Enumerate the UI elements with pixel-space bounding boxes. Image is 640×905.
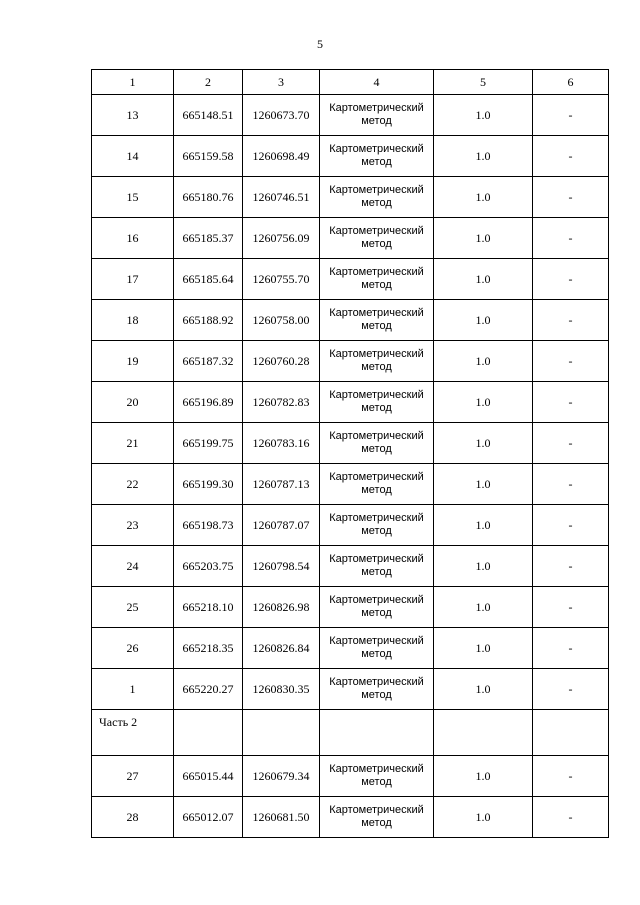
y-coordinate-cell: 1260755.70 [243, 259, 320, 300]
section-label-cell: Часть 2 [92, 710, 174, 756]
accuracy-cell: 1.0 [434, 797, 533, 838]
x-coordinate-cell: 665199.30 [174, 464, 243, 505]
method-cell: Картометрический метод [320, 797, 434, 838]
table-row [92, 259, 609, 300]
accuracy-cell: 1.0 [434, 756, 533, 797]
x-coordinate-cell: 665198.73 [174, 505, 243, 546]
table-row [92, 382, 609, 423]
accuracy-cell: 1.0 [434, 136, 533, 177]
accuracy-cell: 1.0 [434, 95, 533, 136]
point-number-cell: 27 [92, 756, 174, 797]
point-number-cell: 22 [92, 464, 174, 505]
x-coordinate-cell: 665180.76 [174, 177, 243, 218]
point-number-cell: 18 [92, 300, 174, 341]
note-cell: - [533, 218, 609, 259]
method-cell: Картометрический метод [320, 300, 434, 341]
x-coordinate-cell: 665203.75 [174, 546, 243, 587]
empty-cell [174, 710, 243, 756]
table-row [92, 546, 609, 587]
note-cell: - [533, 628, 609, 669]
note-cell: - [533, 341, 609, 382]
method-cell: Картометрический метод [320, 756, 434, 797]
method-cell: Картометрический метод [320, 628, 434, 669]
note-cell: - [533, 300, 609, 341]
note-cell: - [533, 382, 609, 423]
y-coordinate-cell: 1260782.83 [243, 382, 320, 423]
method-cell: Картометрический метод [320, 136, 434, 177]
method-cell: Картометрический метод [320, 177, 434, 218]
empty-cell [320, 710, 434, 756]
x-coordinate-cell: 665218.35 [174, 628, 243, 669]
empty-cell [434, 710, 533, 756]
section-row [92, 710, 609, 756]
x-coordinate-cell: 665188.92 [174, 300, 243, 341]
point-number-cell: 26 [92, 628, 174, 669]
note-cell: - [533, 797, 609, 838]
note-cell: - [533, 95, 609, 136]
x-coordinate-cell: 665220.27 [174, 669, 243, 710]
header-cell: 3 [243, 70, 320, 95]
method-cell: Картометрический метод [320, 218, 434, 259]
x-coordinate-cell: 665185.64 [174, 259, 243, 300]
table-row [92, 756, 609, 797]
table-header-row [92, 70, 609, 95]
method-cell: Картометрический метод [320, 423, 434, 464]
note-cell: - [533, 423, 609, 464]
note-cell: - [533, 177, 609, 218]
header-cell: 5 [434, 70, 533, 95]
point-number-cell: 14 [92, 136, 174, 177]
note-cell: - [533, 464, 609, 505]
x-coordinate-cell: 665159.58 [174, 136, 243, 177]
y-coordinate-cell: 1260679.34 [243, 756, 320, 797]
accuracy-cell: 1.0 [434, 669, 533, 710]
y-coordinate-cell: 1260783.16 [243, 423, 320, 464]
y-coordinate-cell: 1260698.49 [243, 136, 320, 177]
point-number-cell: 21 [92, 423, 174, 464]
x-coordinate-cell: 665185.37 [174, 218, 243, 259]
note-cell: - [533, 669, 609, 710]
accuracy-cell: 1.0 [434, 628, 533, 669]
x-coordinate-cell: 665015.44 [174, 756, 243, 797]
method-cell: Картометрический метод [320, 669, 434, 710]
table-row [92, 423, 609, 464]
point-number-cell: 15 [92, 177, 174, 218]
empty-cell [533, 710, 609, 756]
table-row [92, 177, 609, 218]
table-row [92, 341, 609, 382]
table-row [92, 300, 609, 341]
method-cell: Картометрический метод [320, 546, 434, 587]
accuracy-cell: 1.0 [434, 382, 533, 423]
table-row [92, 464, 609, 505]
point-number-cell: 13 [92, 95, 174, 136]
empty-cell [243, 710, 320, 756]
method-cell: Картометрический метод [320, 587, 434, 628]
accuracy-cell: 1.0 [434, 505, 533, 546]
table-row [92, 505, 609, 546]
point-number-cell: 28 [92, 797, 174, 838]
table-row [92, 136, 609, 177]
header-cell: 1 [92, 70, 174, 95]
point-number-cell: 25 [92, 587, 174, 628]
y-coordinate-cell: 1260787.13 [243, 464, 320, 505]
y-coordinate-cell: 1260758.00 [243, 300, 320, 341]
table-row [92, 95, 609, 136]
accuracy-cell: 1.0 [434, 177, 533, 218]
note-cell: - [533, 756, 609, 797]
method-cell: Картометрический метод [320, 382, 434, 423]
table-row [92, 218, 609, 259]
point-number-cell: 23 [92, 505, 174, 546]
accuracy-cell: 1.0 [434, 259, 533, 300]
header-cell: 6 [533, 70, 609, 95]
y-coordinate-cell: 1260681.50 [243, 797, 320, 838]
x-coordinate-cell: 665218.10 [174, 587, 243, 628]
y-coordinate-cell: 1260756.09 [243, 218, 320, 259]
point-number-cell: 19 [92, 341, 174, 382]
x-coordinate-cell: 665196.89 [174, 382, 243, 423]
note-cell: - [533, 546, 609, 587]
point-number-cell: 1 [92, 669, 174, 710]
accuracy-cell: 1.0 [434, 423, 533, 464]
page-number: 5 [317, 37, 323, 51]
method-cell: Картометрический метод [320, 505, 434, 546]
coordinates-table [91, 69, 609, 838]
method-cell: Картометрический метод [320, 464, 434, 505]
accuracy-cell: 1.0 [434, 546, 533, 587]
method-cell: Картометрический метод [320, 259, 434, 300]
table-row [92, 669, 609, 710]
y-coordinate-cell: 1260830.35 [243, 669, 320, 710]
point-number-cell: 16 [92, 218, 174, 259]
note-cell: - [533, 505, 609, 546]
y-coordinate-cell: 1260798.54 [243, 546, 320, 587]
accuracy-cell: 1.0 [434, 587, 533, 628]
y-coordinate-cell: 1260673.70 [243, 95, 320, 136]
table-row [92, 628, 609, 669]
x-coordinate-cell: 665012.07 [174, 797, 243, 838]
header-cell: 2 [174, 70, 243, 95]
method-cell: Картометрический метод [320, 341, 434, 382]
method-cell: Картометрический метод [320, 95, 434, 136]
x-coordinate-cell: 665148.51 [174, 95, 243, 136]
point-number-cell: 24 [92, 546, 174, 587]
table-row [92, 587, 609, 628]
note-cell: - [533, 136, 609, 177]
x-coordinate-cell: 665187.32 [174, 341, 243, 382]
point-number-cell: 17 [92, 259, 174, 300]
y-coordinate-cell: 1260746.51 [243, 177, 320, 218]
accuracy-cell: 1.0 [434, 300, 533, 341]
x-coordinate-cell: 665199.75 [174, 423, 243, 464]
y-coordinate-cell: 1260826.84 [243, 628, 320, 669]
header-cell: 4 [320, 70, 434, 95]
note-cell: - [533, 259, 609, 300]
y-coordinate-cell: 1260787.07 [243, 505, 320, 546]
accuracy-cell: 1.0 [434, 341, 533, 382]
accuracy-cell: 1.0 [434, 464, 533, 505]
y-coordinate-cell: 1260826.98 [243, 587, 320, 628]
y-coordinate-cell: 1260760.28 [243, 341, 320, 382]
note-cell: - [533, 587, 609, 628]
point-number-cell: 20 [92, 382, 174, 423]
table-row [92, 797, 609, 838]
accuracy-cell: 1.0 [434, 218, 533, 259]
